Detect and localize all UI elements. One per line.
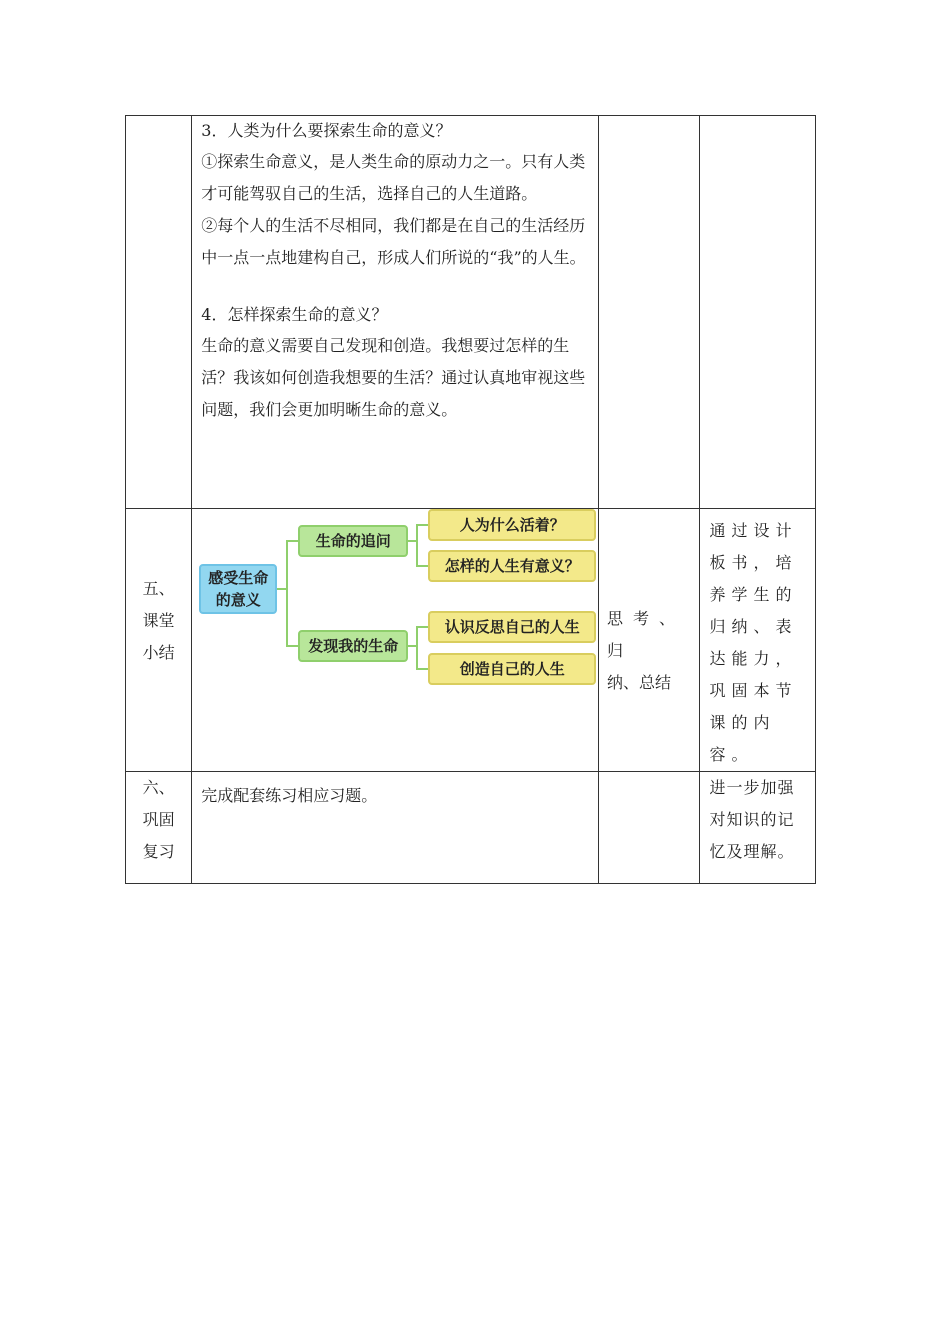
lesson-table [125,115,816,884]
question-3-point-2: ②每个人的生活不尽相同，我们都是在自己的生活经历中一点一点地建构自己，形成人们所说的“我”的人生。 [201,216,586,267]
method-cell-summary [599,509,700,772]
method-cell-review [599,772,700,884]
purpose-cell-summary [700,509,816,772]
mindmap-cell [192,509,599,772]
mindmap-leaf-1-2: 怎样的人生有意义？ [428,550,596,582]
stage-cell-summary [126,509,192,772]
question-3-point-1: ①探索生命意义，是人类生命的原动力之一。只有人类才可能驾驭自己的生活，选择自己的人生道路。 [201,152,586,203]
stage-name-part1: 课堂 [142,611,175,630]
table-row-continued [126,116,816,509]
content-cell [192,116,599,509]
table-row-summary [126,509,816,772]
stage-number-review: 六、 [142,778,175,797]
purpose-text-summary: 通过设计板书，培养学生的归纳、表达能力，巩固本节课的内容。 [709,521,798,764]
summary-mindmap [192,509,592,699]
mindmap-leaf-1-1: 人为什么活着？ [428,509,596,541]
mindmap-leaf-2-2: 创造自己的人生 [428,653,596,685]
method-line-2: 纳、总结 [607,673,672,692]
question-4-title: 4．怎样探索生命的意义？ [201,305,388,324]
method-line-1: 思考、归 [607,609,686,660]
practice-text: 完成配套练习相应习题。 [201,786,378,805]
mindmap-leaf-2-1: 认识反思自己的人生 [428,611,596,643]
method-cell [599,116,700,509]
stage-cell-review [126,772,192,884]
purpose-text-review: 进一步加强对知识的记忆及理解。 [709,778,795,861]
purpose-cell [700,116,816,509]
mindmap-branch-2: 发现我的生命 [298,630,408,662]
stage-number: 五、 [142,579,175,598]
stage-cell [126,116,192,509]
stage-name-review-part1: 巩固 [142,810,175,829]
question-4-answer: 生命的意义需要自己发现和创造。我想要过怎样的生活？我该如何创造我想要的生活？通过认真地审视这些问题，我们会更加明晰生命的意义。 [201,336,586,419]
stage-name-review-part2: 复习 [142,842,175,861]
question-3-title: 3．人类为什么要探索生命的意义？ [201,121,452,140]
purpose-cell-review [700,772,816,884]
mindmap-branch-1: 生命的追问 [298,525,408,557]
table-row-review [126,772,816,884]
stage-name-part2: 小结 [142,643,175,662]
mindmap-root-node: 感受生命的意义 [199,564,277,614]
content-cell-review [192,772,599,884]
